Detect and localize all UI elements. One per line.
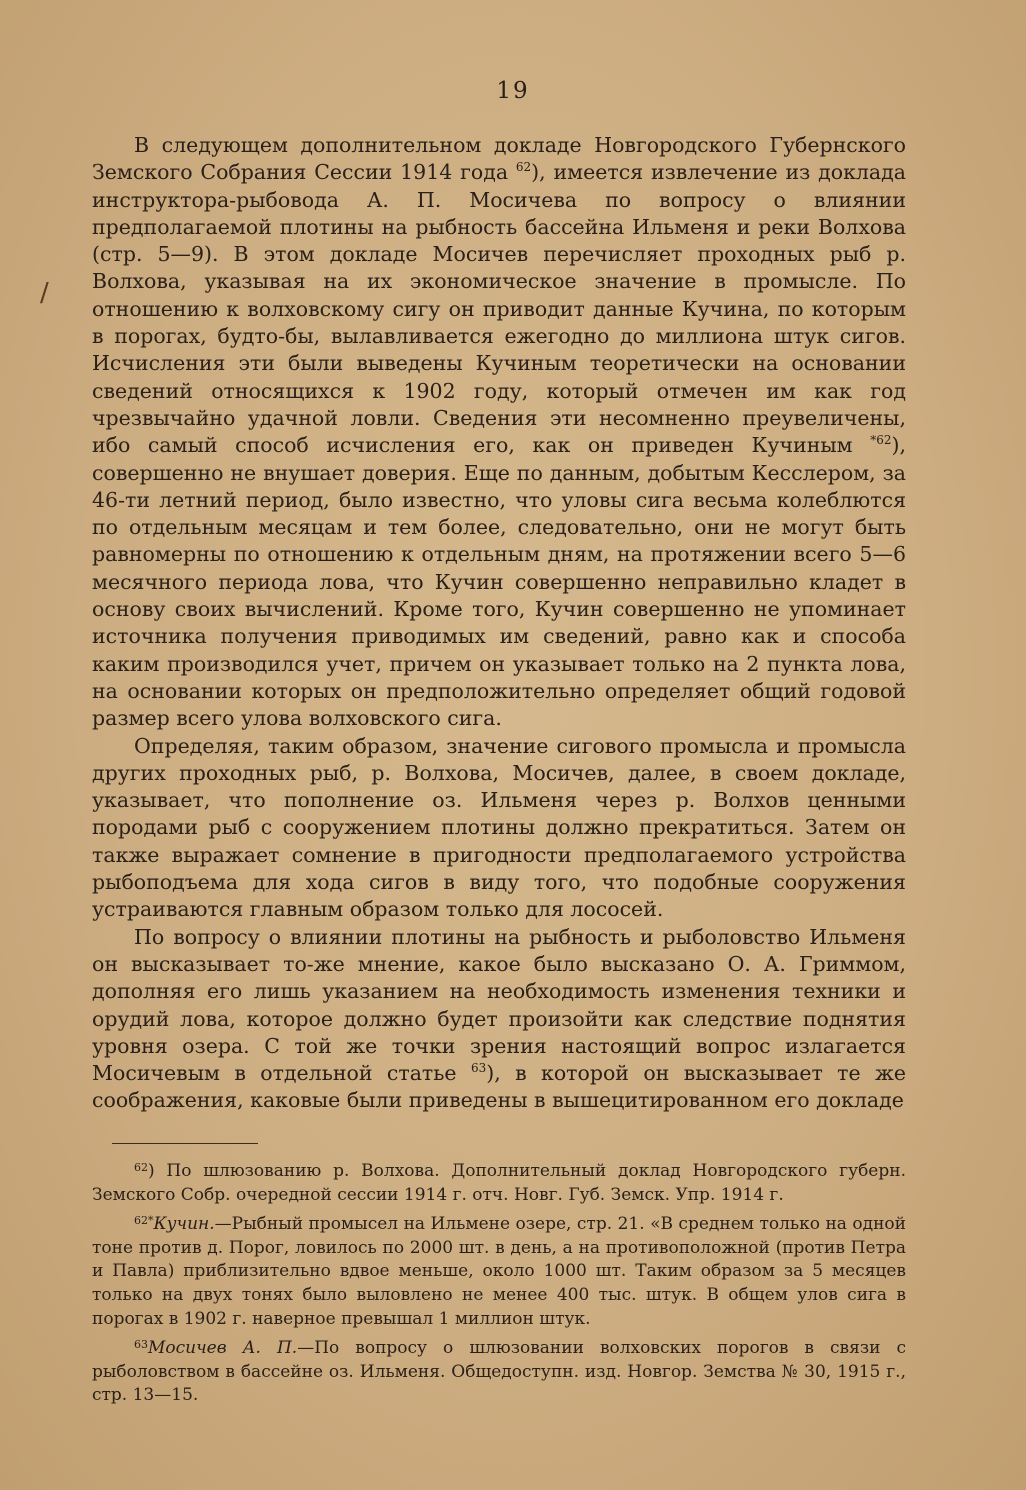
footnote-62-mark: 62 [134, 1161, 148, 1174]
paragraph-1 [92, 132, 906, 733]
footnote-63-author: Мосичев А. П. [148, 1338, 298, 1359]
main-text [92, 132, 906, 1115]
margin-pencil-mark: / [40, 278, 49, 308]
footnote-ref-63: 63 [470, 1061, 487, 1076]
footnote-62-star-mark: 62* [134, 1214, 154, 1228]
footnote-62-star [92, 1209, 906, 1331]
footnote-ref-62-star: *62 [870, 433, 892, 448]
paragraph-3-text-a: По вопросу о влиянии плотины на рыбность и рыболовство Ильменя он высказывает то-же мнение, какое было высказано О. А. Гриммом, дополняя его лишь указанием на необходимость изменения техники и орудий лова, которое должно будет произойти как следствие поднятия уровня озера. С той же точки зрения настоящий вопрос излагается Мосичевым в отдельной статье [92, 924, 906, 1086]
footnote-63 [92, 1333, 906, 1408]
paragraph-3-text-b: ), в которой он высказывает те же соображения, каковые были приведены в вышецитированном его докладе [92, 1061, 906, 1113]
footnote-63-mark: 63 [134, 1338, 148, 1352]
footnote-63-text: —По вопросу о шлюзовании волховских порогов в связи с рыболовством в бассейне оз. Ильменя. Общедоступн. изд. Новгор. Земства № 30, 1915 г., стр. 13—15. [92, 1338, 906, 1406]
paragraph-1-text-b: ), имеется извлечение из доклада инструктора-рыбовода А. П. Мосичева по вопросу о влиянии предполагаемой плотины на рыбность бассейна Ильменя и реки Волхова (стр. 5—9). В этом докладе Мосичев перечисляет проходных рыб р. Волхова, указывая на их экономическое значение в промысле. По отношению к волховскому сигу он приводит данные Кучина, по которым в порогах, будто-бы, вылавливается ежегодно до миллиона штук сигов. Исчисления эти были выведены Кучиным теоретически на основании сведений относящихся к 1902 году, который отмечен им как год чрезвычайно удачной ловли. Сведения эти несомненно преувеличены, ибо самый способ исчисления его, как он приведен Кучиным [92, 160, 906, 458]
footnote-62-star-text: —Рыбный промысел на Ильмене озере, стр. 21. «В среднем только на одной тоне против д. Порог, ловилось по 2000 шт. в день, а на противоположной (против Петра и Павла) приблизительно вдвое меньше, около 1000 шт. Таким образом за 5 месяцев только на двух тонях было выловлено не менее 400 тыс. штук. В общем улов сига в порогах в 1902 г. наверное превышал 1 миллион штук. [92, 1214, 906, 1329]
footnote-62-text: ) По шлюзованию р. Волхова. Дополнительный доклад Новгородского губерн. Земского Собр. очередной сессии 1914 г. отч. Новг. Губ. Земск. Упр. 1914 г. [92, 1161, 906, 1205]
footnote-separator [112, 1143, 258, 1144]
footnote-62 [92, 1156, 906, 1207]
page-number: 19 [496, 78, 530, 104]
paragraph-3 [92, 924, 906, 1115]
paragraph-1-text-a: В следующем дополнительном докладе Новгородского Губернского Земского Собрания Сессии 1914 года [92, 133, 906, 185]
footnote-62-star-author: Кучин. [153, 1214, 215, 1235]
paragraph-2: Определяя, таким образом, значение сигового промысла и промысла других проходных рыб, р. Волхова, Мосичев, далее, в своем докладе, указывает, что пополнение оз. Ильменя через р. Волхов ценными породами рыб с сооружением плотины должно прекратиться. Затем он также выражает сомнение в пригодности предполагаемого устройства рыбоподъема для хода сигов в виду того, что подобные сооружения устраиваются главным образом только для лососей. [92, 733, 906, 922]
footnote-ref-62: 62 [515, 160, 532, 175]
paragraph-1-text-c: ), совершенно не внушает доверия. Еще по данным, добытым Кесслером, за 46-ти летний период, было известно, что уловы сига весьма колеблются по отдельным месяцам и тем более, следовательно, они не могут быть равномерны по отношению к отдельным дням, на протяжении всего 5—6 месячного периода лова, что Кучин совершенно неправильно кладет в основу своих вычислений. Кроме того, Кучин совершенно не упоминает источника получения приводимых им сведений, равно как и способа каким производился учет, причем он указывает только на 2 пункта лова, на основании которых он предположительно определяет общий годовой размер всего улова волховского сига. [92, 433, 906, 731]
footnotes [92, 1156, 906, 1408]
